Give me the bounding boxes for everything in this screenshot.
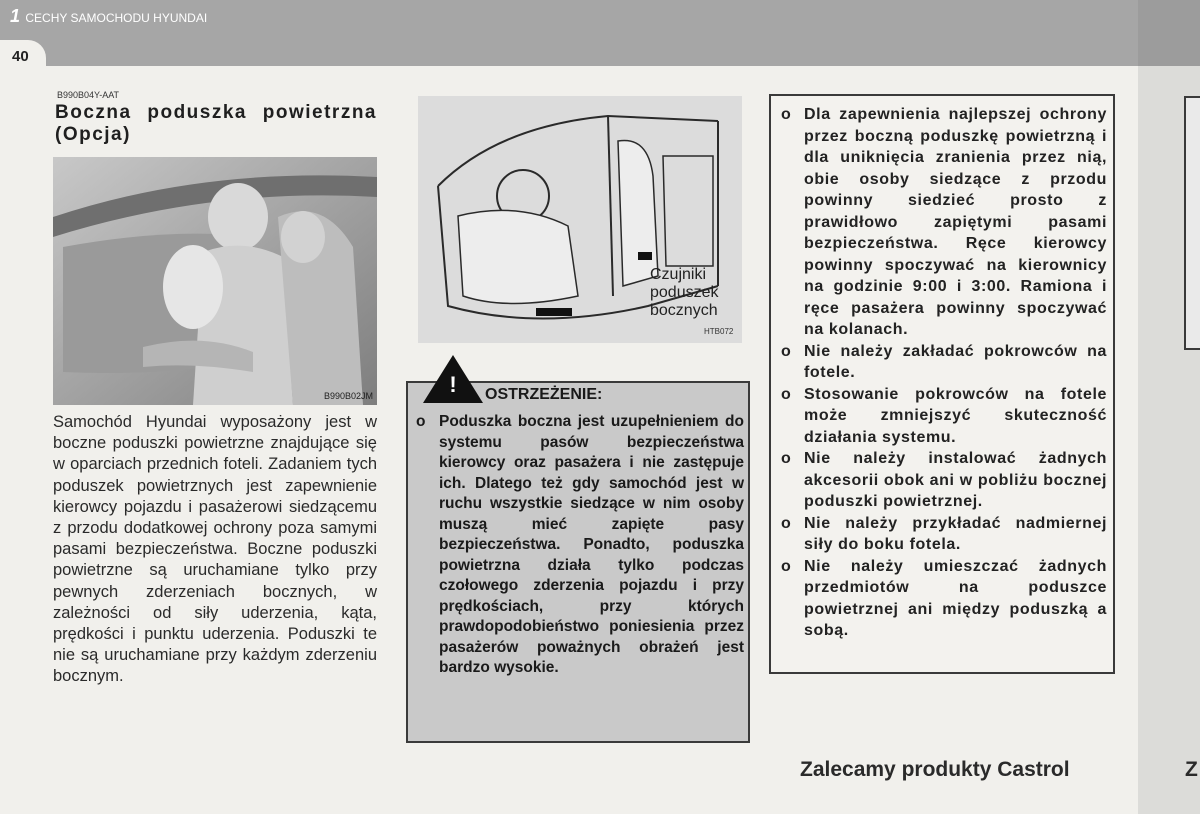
body-paragraph: Samochód Hyundai wyposażony jest w boczne poduszki powietrzne znajdujące się w oparciach przednich foteli. Zadaniem tych poduszek powietrznych jest zapewnienie kierowcy pojazdu i pasażerowi siedzącemu z przodu dodatkowej ochrony poza samymi pasami bezpieczeństwa. Boczne poduszki powietrzne są uruchamiane tylko przy pewnych zderzeniach bocznych, w zależności od siły uderzenia, kąta, prędkości i punktu uderzenia. Poduszki te nie są uruchamiane przy każdym zderzeniu bocznym.	[53, 413, 377, 686]
bullet-marker: o	[781, 106, 792, 123]
safety-tips-list	[781, 104, 1107, 642]
callout-line-2: poduszek	[650, 284, 719, 301]
warning-item	[416, 412, 744, 679]
bullet-marker: o	[781, 450, 792, 467]
section-title: Boczna poduszka powietrzna (Opcja)	[55, 102, 377, 145]
tip-text: Nie należy umieszczać żadnych przedmiotów na poduszce powietrznej ani między poduszką a sobą.	[804, 557, 1107, 639]
diagram-label: HTB072	[704, 327, 734, 336]
tip-item	[781, 556, 1107, 642]
tip-item	[781, 384, 1107, 449]
footer-castrol-text: Zalecamy produkty Castrol	[800, 758, 1070, 781]
chapter-header-band	[0, 0, 1138, 66]
sensor-callout	[650, 266, 719, 320]
page-number: 40	[12, 48, 29, 65]
callout-line-1: Czujniki	[650, 266, 707, 283]
tip-text: Dla zapewnienia najlepszej ochrony przez boczną poduszkę powietrzną i dla uniknięcia zranienia przez nią, obie osoby siedzące z przodu powinny siedzieć prosto z prawidłowo zapiętymi pasami bezpieczeństwa. Ręce kierowcy powinny spoczywać na kierownicy na godzinie 9:00 i 3:00. Ramiona i ręce pasażera powinny spoczywać na kolanach.	[804, 106, 1107, 338]
adjacent-page-box	[1184, 96, 1200, 350]
tip-item	[781, 448, 1107, 513]
tip-text: Nie należy zakładać pokrowców na fotele.	[804, 342, 1107, 381]
tip-item	[781, 513, 1107, 556]
bullet-marker: o	[781, 557, 792, 575]
warning-exclamation-glyph: !	[449, 372, 457, 397]
warning-title: OSTRZEŻENIE:	[485, 386, 603, 403]
adjacent-page-edge	[1138, 0, 1200, 814]
bullet-marker: o	[781, 385, 792, 403]
callout-line-3: bocznych	[650, 302, 718, 319]
next-page-letter: Z	[1185, 758, 1198, 781]
tip-text: Nie należy przykładać nadmiernej siły do boku fotela.	[804, 514, 1107, 553]
side-airbag-illustration	[53, 157, 377, 405]
side-airbag-photo	[53, 157, 377, 405]
chapter-title: CECHY SAMOCHODU HYUNDAI	[25, 11, 208, 25]
warning-list	[416, 412, 744, 679]
adjacent-page-header-band	[1138, 0, 1200, 66]
chapter-number: 1	[10, 6, 21, 26]
section-code: B990B04Y-AAT	[57, 90, 120, 100]
warning-item-text: Poduszka boczna jest uzupełnieniem do systemu pasów bezpieczeństwa kierowcy oraz pasażera i nie zastępuje ich. Dlatego też gdy samochód jest w ruchu wszystkie siedzące w nim osoby muszą mieć zapięte pasy bezpieczeństwa. Ponadto, poduszka powietrzna działa tylko podczas czołowego zderzenia pojazdu i przy prędkościach, przy których prawdopodobieństwo poniesienia przez pasażerów poważnych obrażeń jest bardzo wysokie.	[439, 413, 744, 676]
tip-text: Nie należy instalować żadnych akcesorii obok ani w pobliżu bocznej poduszki powietrznej.	[804, 450, 1107, 510]
chapter-heading	[10, 6, 207, 27]
tip-item	[781, 341, 1107, 384]
bullet-marker: o	[416, 413, 426, 430]
tip-text: Stosowanie pokrowców na fotele może zmniejszyć skuteczność działania systemu.	[804, 385, 1107, 446]
photo-label: B990B02JM	[323, 391, 373, 401]
bullet-marker: o	[781, 514, 792, 532]
bullet-marker: o	[781, 342, 792, 360]
tip-item	[781, 104, 1107, 341]
